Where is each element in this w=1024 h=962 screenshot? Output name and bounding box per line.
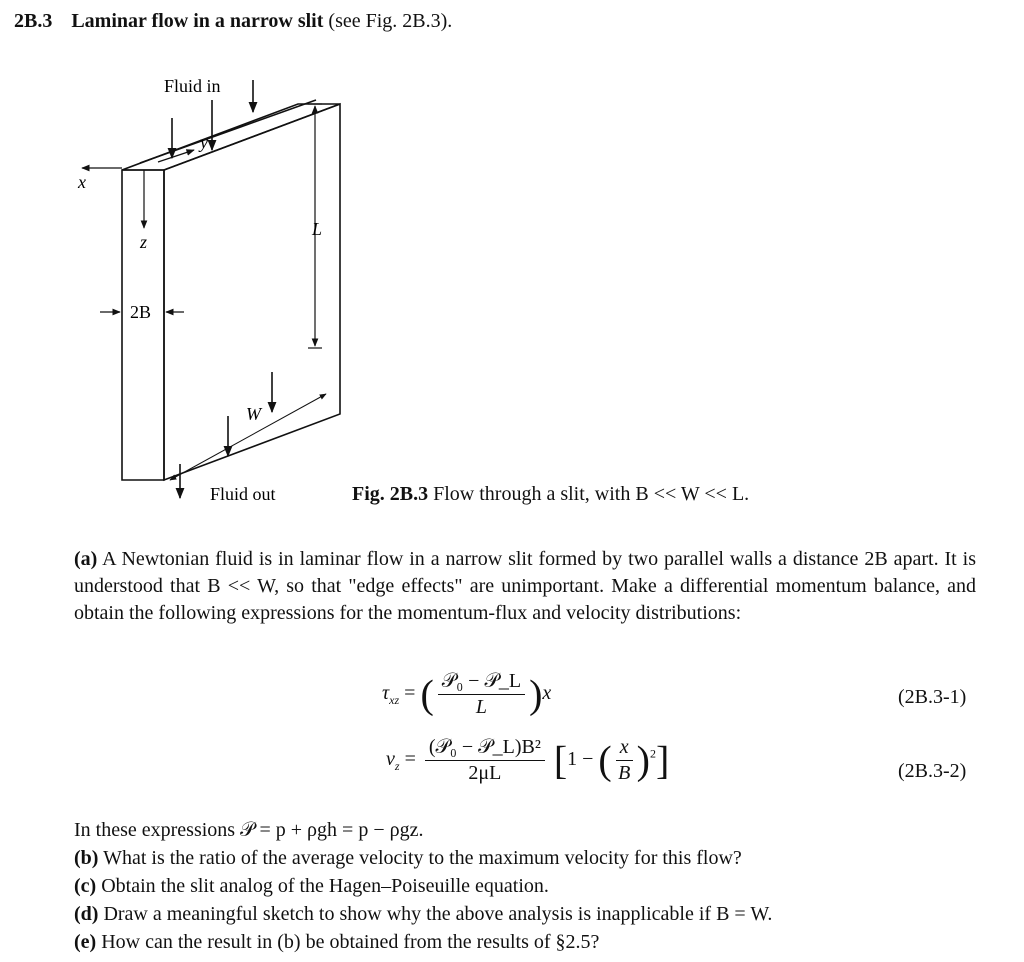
equation-2: $v_z$ = $\frac{\text{(𝒫₀ − 𝒫\_L)B²}}{2\mu L}$ [1 − ( $\frac{x}{B}$ )$^2$] [386, 736, 670, 784]
equation-1-number: (2B.3-1) [898, 686, 967, 708]
label-x: x [78, 172, 86, 192]
eq1-trail: x [542, 682, 552, 705]
slit-flow-figure [60, 72, 350, 512]
label-2B: 2B [130, 302, 152, 322]
part-a-text: A Newtonian fluid is in laminar flow in a narrow slit formed by two parallel walls a distance 2B apart. It is understood that B << W, so that "edge effects" are unimportant. Make a differential momentum balance, and obtain the following expressions for the momentum-flux and velocity distributions: [74, 548, 976, 624]
eq2-inner-num: x [616, 736, 633, 761]
problem-title-suffix: (see Fig. 2B.3). [328, 10, 453, 32]
figure-caption [352, 483, 749, 506]
part-e-text: How can the result in (b) be obtained from the results of §2.5? [101, 931, 600, 953]
slit-top-face [122, 104, 340, 170]
part-d-text: Draw a meaningful sketch to show why the above analysis is inapplicable if B = W. [103, 903, 773, 925]
eq2-inner-den: B [618, 762, 631, 784]
label-W: W [246, 404, 261, 424]
eq2-lhs: v [386, 748, 395, 771]
part-d-label: (d) [74, 903, 99, 925]
eq2-denominator: 2μL [468, 762, 502, 784]
problem-title: Laminar flow in a narrow slit [71, 10, 324, 32]
eq1-lhs: τ [382, 682, 390, 705]
note-line: In these expressions 𝒫 = p + ρgh = p − ρgz. [74, 819, 424, 841]
label-z: z [140, 232, 148, 252]
problem-parts [74, 816, 772, 956]
eq2-bracket-lead: 1 − [567, 748, 594, 771]
slit-front-face [122, 170, 164, 480]
part-e [74, 928, 772, 956]
eq2-numerator: (𝒫₀ − 𝒫_L)B² [425, 736, 545, 761]
equation-2-number: (2B.3-2) [898, 760, 967, 782]
eq1-numerator: 𝒫₀ − 𝒫_L [438, 670, 525, 695]
part-b-text: What is the ratio of the average velocity to the maximum velocity for this flow? [103, 847, 742, 869]
label-L: L [312, 219, 323, 239]
label-y: y [200, 132, 208, 152]
caption-label: Fig. 2B.3 [352, 483, 429, 505]
label-fluid-out: Fluid out [210, 484, 276, 504]
eq1-denominator: L [475, 696, 487, 718]
caption-text: Flow through a slit, with B << W << L. [433, 483, 750, 505]
part-b-label: (b) [74, 847, 99, 869]
part-a-paragraph [74, 546, 976, 627]
eq1-lhs-sub: xz [389, 693, 400, 708]
eq2-lhs-sub: z [394, 759, 400, 774]
problem-heading [14, 10, 452, 33]
label-fluid-in: Fluid in [164, 76, 221, 96]
equation-1: $\tau_{xz}$ = ( $\frac{\text{𝒫₀ − 𝒫\_L}}{L}$ )x [382, 670, 552, 718]
problem-number: 2B.3 [14, 10, 53, 32]
part-c [74, 872, 772, 900]
part-e-label: (e) [74, 931, 97, 953]
part-c-text: Obtain the slit analog of the Hagen–Poiseuille equation. [101, 875, 549, 897]
part-a-label: (a) [74, 548, 98, 570]
part-b [74, 844, 772, 872]
part-d [74, 900, 772, 928]
part-c-label: (c) [74, 875, 97, 897]
